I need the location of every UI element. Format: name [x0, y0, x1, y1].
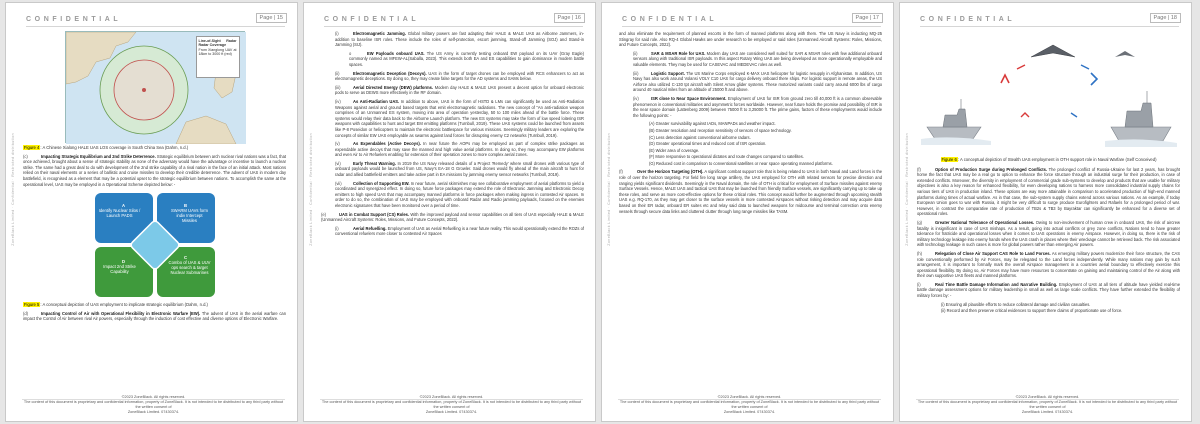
- page-17: [601, 2, 894, 422]
- paragraph-heading: SAR & MSAR Role for UAS.: [651, 50, 706, 56]
- paragraph-heading: Impacting Strategic Equilibrium and 2nd Strike Deterrence.: [41, 153, 156, 159]
- quad-text: Impact 2nd Strike Capability: [103, 264, 136, 275]
- radar-coverage-map-figure: [65, 31, 245, 143]
- footer-company: ZoneBlack Limited. 07430374.: [1021, 410, 1074, 414]
- map-legend-subtitle: From Xianglong UAV at 18km to 3000 ft (red): [198, 47, 237, 57]
- quad-box-b: [157, 203, 215, 223]
- map-legend-title: Line-of-Sight Radar Radar Coverage: [198, 39, 237, 48]
- confidential-header: CONFIDENTIAL: [324, 16, 420, 23]
- list-item: (D) Greater operational times and reduced cost of ISR operation.: [649, 141, 767, 147]
- paragraph-text: Employment of UAS as Aerial Refuelling is a near future reality. This would operationally extend the ROZs of conventional refuelers more closer to contested Air Spaces: [335, 225, 584, 237]
- page-number: Page | 15: [256, 13, 287, 23]
- paragraph-text: Owing to non-involvement of human crew in onboard UAS, the risk of aircrew fatality is insignificant in case of UAS mishaps. As a result, going into actual conflicts or grey zone conflicts, Nations tend to have greater tolerance for fratricide and operational losses when it comes to UAS operations in enemy Airspace. However, in doing so, there is the risk of military technology leakage into enemy hands when the UAS crash in places where their wreckage cannot be retrieved back. The risk associated with technology leakage in such cases is more for global powers rather than emerging Air powers.: [917, 219, 1180, 248]
- paragraph-number: (vi): [335, 160, 341, 166]
- quad-box-d: [95, 259, 153, 274]
- header-rule: [920, 26, 1179, 27]
- paragraph-number: (vii): [335, 180, 342, 186]
- naval-oth-illustration: [921, 31, 1177, 155]
- paragraph: [321, 51, 584, 68]
- paragraph: [321, 85, 584, 96]
- operational-scheme-diagram: [55, 191, 255, 299]
- paragraph-heading: Aerial Directed Energy (DEW) platforms.: [353, 84, 434, 90]
- paragraph-number: (iv): [633, 95, 639, 101]
- list-item: (F) More responsive to operational dictates and route changes compared to satellites.: [649, 154, 804, 160]
- paragraph-text: Employment of UAS for ISR from ground zero till 40,000 ft is a common observable phenomenon in conventional militaries and asymmetric forces worldwide. However, near future holds the promise and possibility of ISR in the near space domain (Lattenberg 2009) between 75000 ft to 3,25000 ft. The prime gains, factors of these employments would include the following points: -: [633, 95, 882, 118]
- map-legend-box: [196, 36, 240, 78]
- paragraph-heading: Collection of Supporting EW.: [353, 180, 410, 186]
- paragraph: [23, 311, 286, 322]
- list-item: (ii) Record and then preserve critical evidences to support there claims of proportionate use of force.: [941, 308, 1123, 314]
- side-margin-text: ZoneBlack Limited · Confidential · Restricted distribution: [309, 133, 313, 246]
- page-number: Page | 18: [1150, 13, 1181, 23]
- page-15: [5, 2, 298, 422]
- footer-notice: The content of this document is proprietary and confidential information, property of ZoneBlack. It is not intended to be distributed to any third party without the written consent of: [23, 400, 284, 409]
- figure-caption-text: : A conceptual depiction of Stealth UAS employment in OTH support role in Naval Warfare (Self Conceived): [957, 157, 1157, 162]
- paragraph-number: (iii): [633, 70, 639, 76]
- paragraph: [23, 154, 286, 188]
- paragraph-text: Modern day UAS are considered well suited for SAR & MSAR roles with few additional onboard sensors along with traditional ISR payloads. In this aspect Rotary Wing UAS are being developed as more operationally employable and valuable elements. They may be used for CASEVAC and MEDEVAC roles as well.: [633, 50, 882, 67]
- paragraph-number: (v): [335, 141, 340, 147]
- footer-copyright: ©2023 ZoneBlack. All rights reserved.: [717, 395, 782, 399]
- paragraph-number: (c): [23, 153, 28, 159]
- paragraph: [321, 226, 584, 237]
- footer-notice: The content of this document is proprietary and confidential information, property of ZoneBlack. It is not intended to be distributed to any third party without the written consent of: [619, 400, 880, 409]
- quad-box-c: [157, 255, 215, 275]
- paragraph-heading: Electromagnetic Jamming.: [353, 31, 406, 36]
- paragraph-number: (i): [335, 225, 339, 231]
- figure-caption: [23, 302, 286, 308]
- page-footer: [320, 395, 583, 415]
- side-margin-text: ZoneBlack Limited · Confidential · Restricted distribution: [905, 133, 909, 246]
- paragraph: [321, 212, 584, 223]
- quad-letter: B: [183, 203, 188, 209]
- header-rule: [26, 26, 285, 27]
- paragraph-number: (iv): [335, 98, 341, 104]
- page-footer: [916, 395, 1179, 415]
- paragraph-number: (i): [335, 31, 339, 36]
- paragraph: [917, 251, 1180, 279]
- quad-text: Identify Nuclear Silos / Launch PADS: [98, 208, 141, 219]
- list-item: (G) Reduced cost in comparison to conventional satellites or near space operating manned platforms.: [649, 160, 833, 166]
- list-item: (A) Greater survivability against IADs, MANPADs and weather impact.: [649, 121, 776, 127]
- paragraph-text: The US Army is currently testing onboard EW payload on its UAV (Gray Eagle) commonly named as MFEW-AL(Saballa, 2023). This extends both EA and ES capabilities to gain dominance in modern battle spaces.: [349, 50, 584, 67]
- footer-copyright: ©2023 ZoneBlack. All rights reserved.: [1015, 395, 1080, 399]
- confidential-header: CONFIDENTIAL: [26, 16, 122, 23]
- quad-text: SWARM UAVs form indiv Intercept Missiles: [171, 208, 208, 224]
- footer-notice: The content of this document is proprietary and confidential information, property of ZoneBlack. It is not intended to be distributed to any third party without the written consent of: [917, 400, 1178, 409]
- quad-box-a: [95, 203, 153, 218]
- paragraph-text: Employment of UAS at all tiers of altitude have yielded real-time battle damage assessment options for military leadership in small as well as large scale conflicts. They have further extended the flexibility of military forces by: -: [917, 281, 1180, 299]
- footer-copyright: ©2023 ZoneBlack. All rights reserved.: [419, 395, 484, 399]
- footer-company: ZoneBlack Limited. 07430374.: [127, 410, 180, 414]
- paragraph: [321, 141, 584, 158]
- naval-oth-figure: [921, 31, 1177, 155]
- paragraph-number: (h): [917, 250, 923, 256]
- quad-letter: D: [121, 259, 126, 265]
- paragraph-text: In near future the AOPs may be employed as part of complex strike packages as expendable active decoys that may save the manned and high value aerial platforms. In doing so, they may accompany EW platforms and even Air to Air Refuelers enabling for extension of their operation zones to more complex aerial zones.: [335, 141, 584, 158]
- paragraph: [321, 71, 584, 82]
- paragraph-heading: Greater National Tolerance of Operational Losses.: [935, 219, 1035, 225]
- paragraph-heading: Relegation of Close Air Support CAS Role to Land Forces.: [935, 250, 1051, 256]
- figure-caption: [917, 157, 1180, 163]
- paragraph: [619, 51, 882, 68]
- figure-caption: [23, 145, 286, 151]
- page-18: [899, 2, 1192, 422]
- quad-text: Combo of UAS & UUV ops search & target Nuclear Submarines: [168, 260, 211, 276]
- paragraph-number: (d): [23, 310, 29, 316]
- figure-label: Figure 4: [24, 145, 40, 150]
- paragraph: [917, 167, 1180, 217]
- paragraph-text: As emerging military powers modernize their force structure, the CAS role conventionally performed by Air Forces, may be relegated to the Land forces independently. While many nations may gain by such arrangement, it is important to formally mark the overall Airspace management in a countries aerial boundary to effectively exercise this operational flexibility. By doing so, Air Forces may have more resources to concentrate on gaining and maintaining control of the Air along with their own supportive UAS fleets and manned platforms.: [917, 250, 1180, 279]
- footer-company: ZoneBlack Limited. 07430374.: [723, 410, 776, 414]
- quad-letter: A: [121, 203, 126, 209]
- paragraph-text: Modern day HALE & MALE UAS present a decent option for onboard electronic pods to serve as DEWS more effectively in the RF domain.: [335, 84, 584, 96]
- paragraph-text: The US Marine Corps employed K-MAX UAS helicopter for logistic resupply in Afghanistan. In addition, US Navy has also work around Volansi VOLY C10 UAS for cargo delivery onboard there ships. For logistic support in remote areas, the US Airforce also utilized C-130 tpt aircraft with Silent Arrow glider systems. These motorized variants could carry around 6000 lbs of cargo around 40 nautical miles from an altitude of 25000 ft and above.: [633, 70, 882, 93]
- paragraph-text: UAS in the form of target drones can be employed with RCS enhancers to act as electromagnetic deceptions. By doing so, they may create false targets for the AD systems and SAMs below.: [335, 70, 584, 82]
- figure-caption-text: : A Chinese Xialong HALE UAS LOS coverage in South China Sea (Dahm, n.d.): [40, 145, 189, 150]
- paragraph: [321, 99, 584, 138]
- paragraph-heading: Impacting Control of Air with Operational Flexibility in Electronic Warfare (EW).: [41, 310, 201, 316]
- quad-diagram-shapes: [55, 191, 255, 299]
- paragraph: [619, 96, 882, 118]
- figure-label: Figure 6: [941, 157, 957, 162]
- footer-notice: The content of this document is proprietary and confidential information, property of ZoneBlack. It is not intended to be distributed to any third party without the written consent of: [321, 400, 582, 409]
- list-item: (C) Less detection against conventional airborne radars.: [649, 134, 751, 140]
- paragraph: [321, 161, 584, 178]
- paragraph-heading: As Anti-Radiation UAS.: [353, 98, 400, 104]
- paragraph-number: (i): [917, 281, 921, 287]
- paragraph-heading: Electromagnetic Deception (Decoys).: [353, 70, 427, 76]
- confidential-header: CONFIDENTIAL: [622, 16, 718, 23]
- side-margin-text: ZoneBlack Limited · Confidential · Restricted distribution: [607, 133, 611, 246]
- figure-caption-text: : A conceptual depiction of UAS employment to implicate strategic equilibrium (Dahm, n.d.): [40, 302, 208, 308]
- page-number: Page | 16: [554, 13, 585, 23]
- paragraph-heading: EW Payloads onboard UAS.: [367, 50, 425, 56]
- paragraph: [619, 71, 882, 93]
- paragraph-heading: Aerial Refuelling.: [353, 225, 387, 231]
- page-footer: [22, 395, 285, 415]
- paragraph-number: o: [349, 50, 352, 56]
- paragraph: [321, 181, 584, 209]
- paragraph-text: Global military powers are fast adapting their HALE & MALE UAS as Airborne Jammers, in-addition to baseline ISR roles. These include the roles of self-protection, escort jamming, Stand-off Jamming (SOJ) and Stand-in Jamming (SIJ).: [335, 31, 584, 48]
- paragraph-heading: UAS in Combat Support (CS) Roles.: [339, 211, 410, 217]
- paragraph-number: (ii): [633, 50, 638, 56]
- list-item: (i) Ensuring all plausible efforts to reduce collateral damage and civilian casualties.: [941, 301, 1091, 307]
- paragraph-number: (f): [917, 166, 921, 172]
- page-footer: [618, 395, 881, 415]
- paragraph-text: Strategic equilibrium between arch nuclear rival nations was a fact, that once achieved, brought about a sense of strategic stability as none of the adversary would have the advantage or incentive to launch a nuclear strike. The same had a great deal to do with development of the 2nd strike capability of a rival nation in the face of an initial attack. Most nations relied on their naval elements or a series of ballistic and cruise missiles to develop their credible deterrence. The advent of UAS in modern day battlefield, is recognised as a element that may be a potential upset to the strategic equilibrium between nations. To accomplish the same at the operational level, UAS may be employed in a Operational Scheme depicted below: -: [23, 153, 286, 187]
- footer-company: ZoneBlack Limited. 07430374.: [425, 410, 478, 414]
- paragraph-number: (g): [917, 219, 923, 225]
- paragraph-heading: Early Threat Warning.: [353, 160, 396, 166]
- paragraph-number: (e): [321, 211, 327, 217]
- list-item: (B) Greater resolution and reception sensitivity of sensors of space technology.: [649, 127, 792, 133]
- paragraph-heading: As Expendables (Active Decoys).: [353, 141, 421, 147]
- paragraph-text: The advent of UAS in the aerial warfare can impact the Control of Air between rival Air powers, especially through the induction of cost effective and diverse options of Electronic Warfare.: [23, 310, 286, 322]
- paragraph-text: A significant combat support role that is being related to UAS in both Naval and Land forces is the role of over the horizon targeting. For field fire long range artillery, the UAS employed for OTH with related sensors for precise direction and ranging yields significant dividends. Seemingly in the Naval domain, the role of OTH is critical for employment of Surface missiles against enemy Surface Vessels. Hence, MALE UAS and tactical UAS that may be launched from friendly Surface vessels, are significantly carrying up to take up these roles, and serve as more cost-effective options for these critical roles. This concept would further be augmented through upcoming stealth UAS e.g. RQ-170, as they may get closer to the surface vessels in more contested Airspaces without risking detection and may acquire data based on their ER radar, onboard ER suites etc and relay said data to launched weapons for midcourse and terminal correction onto enemy vessels through secure data links and cluttered clutter through long range missiles like TASM.: [619, 169, 882, 214]
- paragraph-text: In addition to above, UAS in the form of HSTD & LMs can significantly be used as Anti-Radiation Weapons against aerial and ground based targets that emit electromagnetic radiations. The new concept of "An anti-radiation weapon comprises of an Unmanned ES system, moving into area of operation yesterday, 50 to 100 miles ahead of the battle force. These systems would relay their data back to the Airborne Launch platform. The new ES systems may take the form of low speed loitering ISR weapons with capabilities to hunt and target EM emitting platforms (Turnbull, 2019). These UAS systems could be launched from assets like P-8 Poseidon or helicopters to maintain the electronic battlespace for various missions. Seemingly military leaders are exploring the concepts of similar EW UAS employable as swarms against land forces for disrupting enemy C2 networks (Turnbull, 2019).: [335, 98, 584, 138]
- paragraph-heading: ISR close to Near Space Environment.: [651, 95, 727, 101]
- page-16: [303, 2, 596, 422]
- figure-label: Figure 5: [24, 302, 40, 308]
- paragraph-number: (f): [619, 169, 623, 175]
- paragraph-heading: Option of Production Surge during Prolonged Conflicts.: [935, 166, 1048, 172]
- paragraph-number: (iii): [335, 84, 341, 90]
- paragraph: [917, 220, 1180, 248]
- quad-letter: C: [183, 255, 188, 261]
- confidential-header: CONFIDENTIAL: [920, 16, 1016, 23]
- page-number: Page | 17: [852, 13, 883, 23]
- paragraph-text: In 2019 the US Navy released details of a Project 'Remedy' where small drones with various type of onboard payloads would be launched from US, Navy's EA-18 G Growler. Said drones would fly ahead of the main aircraft to hunt for radar and allied battlefield emitters and take active part in EA missions by jamming enemy sensor networks (Turnbull, 2019).: [335, 160, 584, 178]
- paragraph-number: (ii): [335, 70, 340, 76]
- paragraph: [321, 31, 584, 48]
- paragraph-heading: Logistic Support.: [651, 70, 685, 76]
- paragraph: [619, 169, 882, 214]
- footer-copyright: ©2023 ZoneBlack. All rights reserved.: [121, 395, 186, 399]
- paragraph-text: and also eliminate the requirement of planned escorts in the form of manned platforms along with them. The US Navy is inducting MQ-25 Stingray for said role. Also RQ-4 Global Hawks are under research to be employed or said roles (Unmanned Aircraft Systems: Roles, Missions, and Future Concepts, 2022).: [619, 31, 882, 48]
- paragraph-text: The prolonged conflict of Russia-Ukraine for last 2 years, has brought home the fact that UAS may be a real go to option to enhance the force structure through an industrial surge for their production, in case of extended conflicts. Moreover, the diversity in employment of commercial grade sub-systems to develop and products that are usable for military objectives is also a key reason for enhanced flexibility, for even developing nations to harness more consolidated industrial supply chains for various tiers of UAS in production inland. These options are way more attainable in comparison to accelerated production of high-end manned platforms during times of actual warfare. As in that case, the sub-system supply chains extend across various nations. As an example, if today European Union goes to war with Russia, it might be very difficult to surge produce Eurofighters and Rafaels for a prolonged period of war. However, in contrast the comparative rate of production of TB2s & TB3 by Bayraktar can significantly be enhanced for a diverse set of operational roles.: [917, 166, 1180, 217]
- list-item: (E) Wider area of coverage.: [649, 147, 700, 153]
- paragraph: [917, 282, 1180, 299]
- side-margin-text: ZoneBlack Limited · Confidential · Restricted distribution: [11, 133, 15, 246]
- paragraph-text: With the improved payload and sensor capabilities on all tiers of UAS especially HALE & MALE (Unmanned Aircraft Systems: Roles, Missions, and Future Concepts, 2022).: [321, 211, 584, 223]
- paragraph-heading: Real Time Battle Damage Information and Narrative Building.: [935, 281, 1058, 287]
- header-rule: [622, 26, 881, 27]
- paragraph-text: In near future, aerial skirmishes may see collaborative employment of aerial platforms to yield a coordinated and synergized effect. In doing so, future force packages may extend the role of Electronic Jamming and Electronic Decoy emitters to high speed UAS that may accompany manned platforms in force packages when making ingress in contested Air spaces. In order to do so, the combination of UAS may be employed with onboard Radar and Radio jamming payloads, focused on the enemies electronic signatures that have been monitored over a period of time.: [335, 180, 584, 209]
- paragraph-heading: Over the Horizon Targeting (OTH).: [637, 169, 704, 175]
- header-rule: [324, 26, 583, 27]
